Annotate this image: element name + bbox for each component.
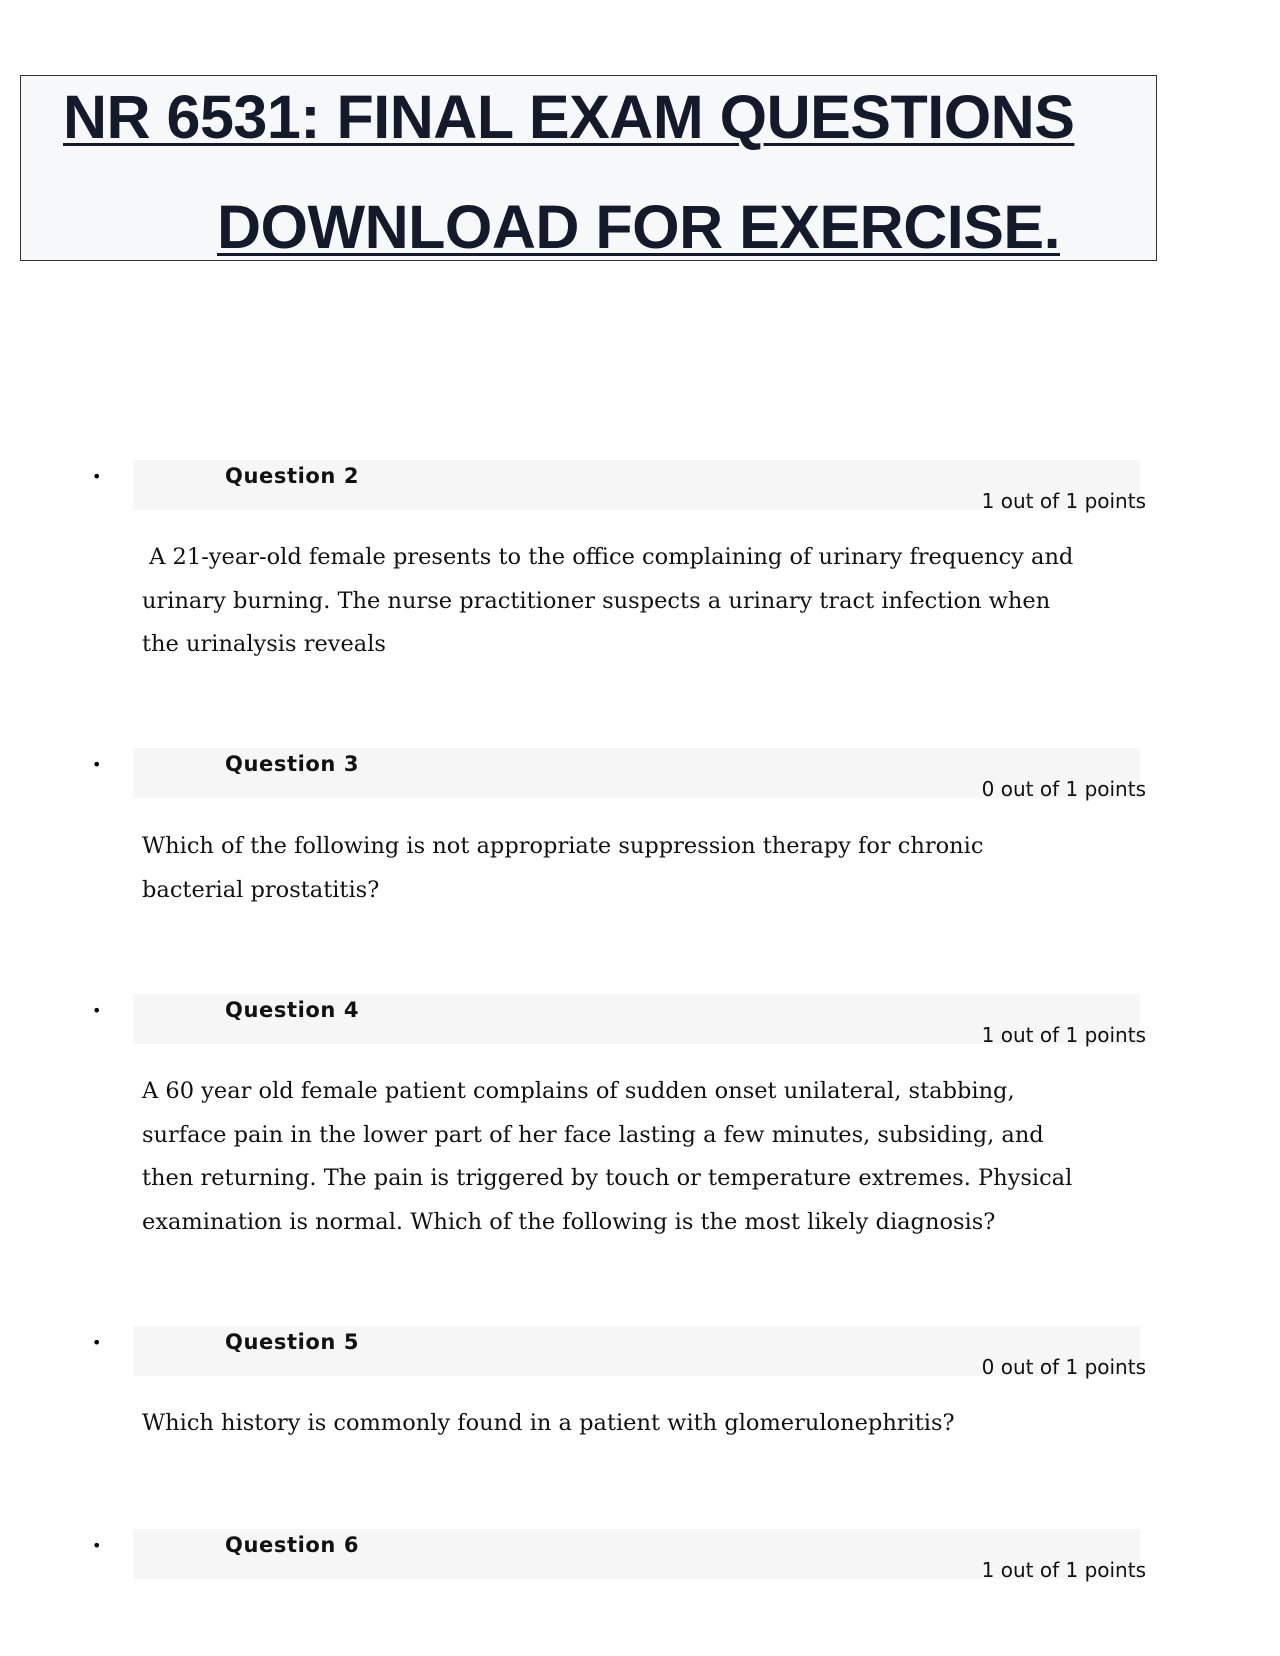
question-score: 0 out of 1 points (981, 1355, 1146, 1379)
question-text: A 21-year-old female presents to the office complaining of urinary frequency and urinary burning. The nurse practitioner suspects a urinary tract infection when the urinalysis reveals (142, 544, 1081, 657)
question-score: 1 out of 1 points (981, 1023, 1146, 1047)
question-title: Question 3 (225, 752, 360, 776)
question-score: 0 out of 1 points (981, 777, 1146, 801)
question-text: Which history is commonly found in a patient with glomerulonephritis? (142, 1410, 955, 1436)
question-score: 1 out of 1 points (981, 1558, 1146, 1582)
list-bullet: • (92, 1001, 102, 1020)
question-score: 1 out of 1 points (981, 489, 1146, 513)
question-text: A 60 year old female patient complains of sudden onset unilateral, stabbing, surface pain in the lower part of her face lasting a few minutes, subsiding, and then returning. The pain is triggered by touch or temperature extremes. Physical examination is normal. Which of the following is the most likely diagnosis? (142, 1078, 1073, 1235)
question-title: Question 6 (225, 1533, 360, 1557)
question-text: Which of the following is not appropriate suppression therapy for chronic bacterial prostatitis? (142, 833, 984, 903)
document-title-line-1: NR 6531: FINAL EXAM QUESTIONS (63, 83, 1075, 151)
list-bullet: • (92, 1536, 102, 1555)
list-bullet: • (92, 1333, 102, 1352)
question-title: Question 5 (225, 1330, 360, 1354)
question-title: Question 4 (225, 998, 360, 1022)
list-bullet: • (92, 467, 102, 486)
document-title-line-2: DOWNLOAD FOR EXERCISE. (217, 193, 1061, 261)
document-title-box (20, 75, 1157, 261)
question-title: Question 2 (225, 464, 360, 488)
list-bullet: • (92, 755, 102, 774)
